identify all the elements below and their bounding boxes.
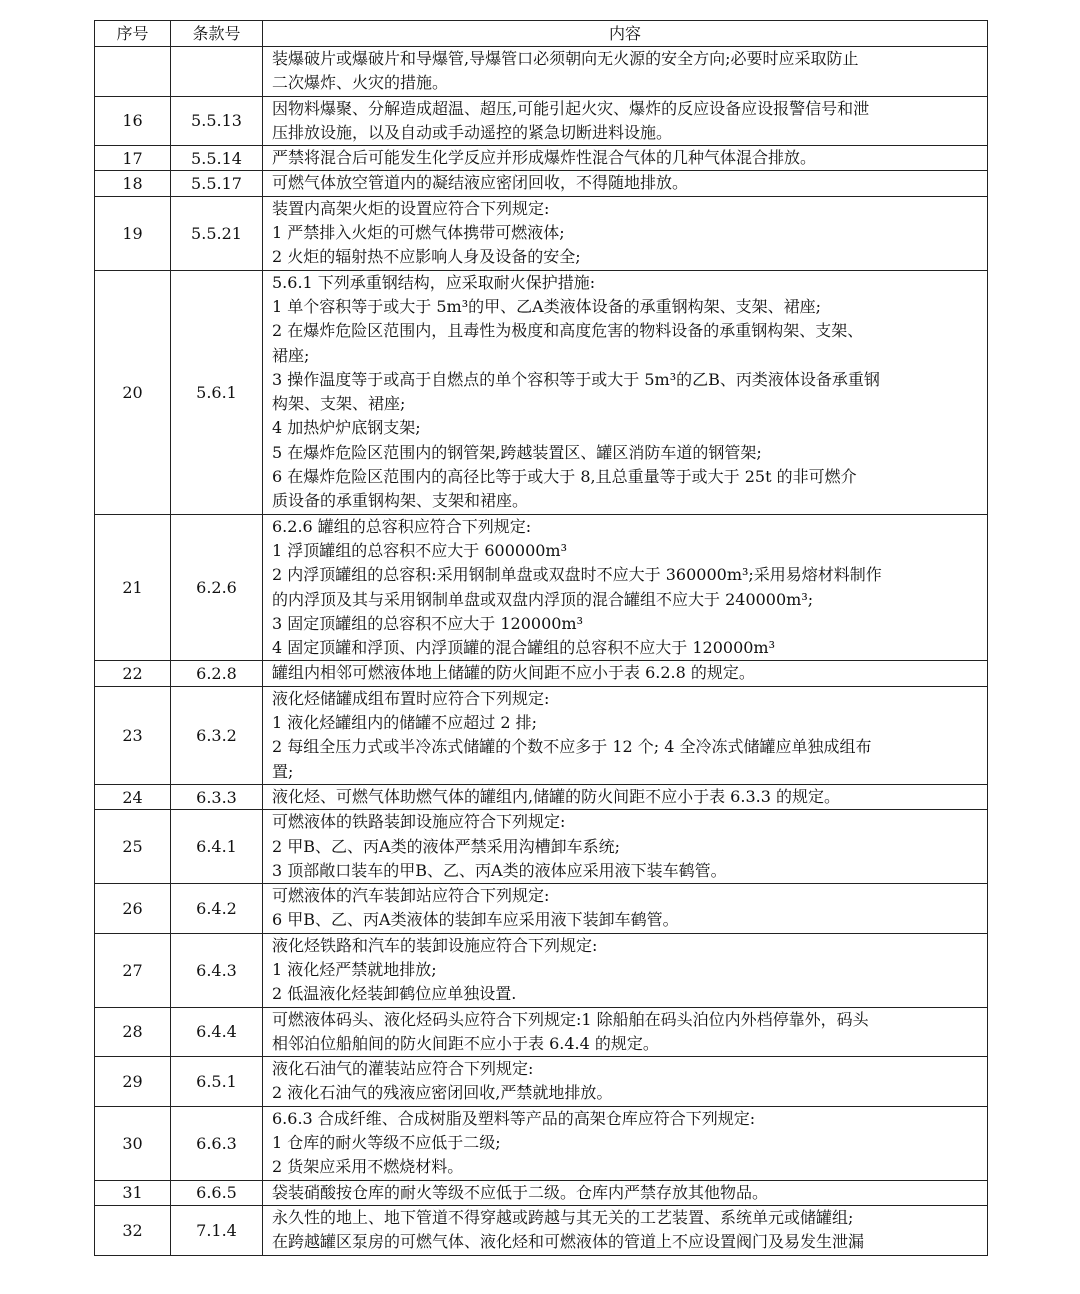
content-line: 2 低温液化烃装卸鹤位应单独设置. xyxy=(272,984,517,1004)
content-line: 二次爆炸、火灾的措施。 xyxy=(272,73,449,93)
table-body xyxy=(95,47,988,1256)
content-cell xyxy=(263,96,988,146)
header-serial-number: 序号 xyxy=(95,21,171,47)
content-line: 可燃液体码头、液化烃码头应符合下列规定:1 除船舶在码头泊位内外档停靠外，码头 xyxy=(272,1009,869,1029)
table-row xyxy=(95,96,988,146)
clause-number-cell: 6.3.2 xyxy=(171,686,263,784)
table-row xyxy=(95,1205,988,1255)
content-line: 装爆破片或爆破片和导爆管,导爆管口必须朝向无火源的安全方向;必要时应采取防止 xyxy=(272,49,859,68)
clause-number-cell: 6.5.1 xyxy=(171,1057,263,1107)
serial-number-cell: 23 xyxy=(95,686,171,784)
table-row xyxy=(95,1057,988,1107)
table-row xyxy=(95,784,988,809)
content-line: 可燃液体的汽车装卸站应符合下列规定: xyxy=(272,886,550,906)
table-row xyxy=(95,686,988,784)
content-line: 3 顶部敞口装车的甲B、乙、丙A类的液体应采用液下装车鹤管。 xyxy=(272,860,727,880)
serial-number-cell: 20 xyxy=(95,270,171,514)
serial-number-cell: 21 xyxy=(95,514,171,661)
table-row xyxy=(95,146,988,171)
content-line: 压排放设施，以及自动或手动遥控的紧急切断进料设施。 xyxy=(272,122,673,142)
clause-number-cell: 6.3.3 xyxy=(171,784,263,809)
header-clause-number: 条款号 xyxy=(171,21,263,47)
regulation-table xyxy=(94,20,988,1256)
content-cell xyxy=(263,784,988,809)
content-line: 3 固定顶罐组的总容积不应大于 120000m³ xyxy=(272,613,584,633)
clause-number-cell: 5.5.17 xyxy=(171,171,263,196)
content-line: 构架、支架、裙座; xyxy=(272,394,406,414)
table-row xyxy=(95,270,988,514)
content-line: 袋装硝酸按仓库的耐火等级不应低于二级。仓库内严禁存放其他物品。 xyxy=(272,1182,769,1202)
content-cell xyxy=(263,270,988,514)
content-line: 4 加热炉炉底钢支架; xyxy=(272,418,421,438)
serial-number-cell: 24 xyxy=(95,784,171,809)
content-cell xyxy=(263,1180,988,1205)
clause-number-cell: 6.4.3 xyxy=(171,933,263,1007)
serial-number-cell: 19 xyxy=(95,196,171,270)
clause-number-cell: 6.6.5 xyxy=(171,1180,263,1205)
content-cell xyxy=(263,810,988,884)
serial-number-cell: 18 xyxy=(95,171,171,196)
content-cell xyxy=(263,1106,988,1180)
serial-number-cell: 31 xyxy=(95,1180,171,1205)
table-row xyxy=(95,933,988,1007)
clause-number-cell: 5.5.13 xyxy=(171,96,263,146)
content-cell xyxy=(263,514,988,661)
clause-number-cell: 5.5.21 xyxy=(171,196,263,270)
serial-number-cell: 22 xyxy=(95,661,171,686)
clause-number-cell xyxy=(171,47,263,97)
content-line: 4 固定顶罐和浮顶、内浮顶罐的混合罐组的总容积不应大于 120000m³ xyxy=(272,638,776,658)
table-row xyxy=(95,661,988,686)
table-row xyxy=(95,171,988,196)
content-line: 2 在爆炸危险区范围内，且毒性为极度和高度危害的物料设备的承重钢构架、支架、 xyxy=(272,321,864,341)
content-line: 置; xyxy=(272,761,294,781)
content-line: 质设备的承重钢构架、支架和裙座。 xyxy=(272,491,529,511)
content-line: 5 在爆炸危险区范围内的钢管架,跨越装置区、罐区消防车道的钢管架; xyxy=(272,442,762,462)
clause-number-cell: 6.2.6 xyxy=(171,514,263,661)
content-cell xyxy=(263,171,988,196)
table-row xyxy=(95,1007,988,1057)
content-line: 液化烃铁路和汽车的装卸设施应符合下列规定: xyxy=(272,935,598,955)
content-cell xyxy=(263,1007,988,1057)
clause-number-cell: 7.1.4 xyxy=(171,1205,263,1255)
clause-number-cell: 6.4.2 xyxy=(171,884,263,934)
serial-number-cell: 26 xyxy=(95,884,171,934)
content-line: 2 每组全压力式或半冷冻式储罐的个数不应多于 12 个; 4 全冷冻式储罐应单独成组布 xyxy=(272,737,872,757)
content-line: 罐组内相邻可燃液体地上储罐的防火间距不应小于表 6.2.8 的规定。 xyxy=(272,663,755,683)
serial-number-cell: 28 xyxy=(95,1007,171,1057)
content-line: 装置内高架火炬的设置应符合下列规定: xyxy=(272,198,550,218)
table-row xyxy=(95,1106,988,1180)
table-row xyxy=(95,514,988,661)
content-line: 6.2.6 罐组的总容积应符合下列规定: xyxy=(272,516,532,536)
content-line: 可燃液体的铁路装卸设施应符合下列规定: xyxy=(272,812,566,832)
content-line: 液化烃储罐成组布置时应符合下列规定: xyxy=(272,688,550,708)
content-cell xyxy=(263,933,988,1007)
content-cell xyxy=(263,1205,988,1255)
content-line: 5.6.1 下列承重钢结构，应采取耐火保护措施: xyxy=(272,272,596,292)
clause-number-cell: 6.6.3 xyxy=(171,1106,263,1180)
serial-number-cell: 16 xyxy=(95,96,171,146)
table-row xyxy=(95,810,988,884)
serial-number-cell xyxy=(95,47,171,97)
content-line: 2 货架应采用不燃烧材料。 xyxy=(272,1157,464,1177)
clause-number-cell: 5.5.14 xyxy=(171,146,263,171)
clause-number-cell: 6.4.1 xyxy=(171,810,263,884)
content-line: 2 液化石油气的残液应密闭回收,严禁就地排放。 xyxy=(272,1083,613,1103)
table-row xyxy=(95,884,988,934)
content-cell xyxy=(263,196,988,270)
clause-number-cell: 5.6.1 xyxy=(171,270,263,514)
content-line: 6.6.3 合成纤维、合成树脂及塑料等产品的高架仓库应符合下列规定: xyxy=(272,1108,756,1128)
serial-number-cell: 30 xyxy=(95,1106,171,1180)
serial-number-cell: 27 xyxy=(95,933,171,1007)
content-line: 裙座; xyxy=(272,345,310,365)
table-row xyxy=(95,1180,988,1205)
content-line: 因物料爆聚、分解造成超温、超压,可能引起火灾、爆炸的反应设备应设报警信号和泄 xyxy=(272,98,870,118)
content-cell xyxy=(263,661,988,686)
content-line: 1 浮顶罐组的总容积不应大于 600000m³ xyxy=(272,540,568,560)
content-cell xyxy=(263,146,988,171)
content-line: 6 甲B、乙、丙A类液体的装卸车应采用液下装卸车鹤管。 xyxy=(272,910,679,930)
table-row xyxy=(95,196,988,270)
content-cell xyxy=(263,47,988,97)
table-header-row xyxy=(95,21,988,47)
content-line: 永久性的地上、地下管道不得穿越或跨越与其无关的工艺装置、系统单元或储罐组; xyxy=(272,1207,854,1227)
content-cell xyxy=(263,686,988,784)
serial-number-cell: 29 xyxy=(95,1057,171,1107)
content-line: 1 单个容积等于或大于 5m³的甲、乙A类液体设备的承重钢构架、支架、裙座; xyxy=(272,296,822,316)
content-line: 6 在爆炸危险区范围内的高径比等于或大于 8,且总重量等于或大于 25t 的非可燃介 xyxy=(272,467,857,487)
content-line: 1 仓库的耐火等级不应低于二级; xyxy=(272,1133,501,1153)
clause-number-cell: 6.4.4 xyxy=(171,1007,263,1057)
content-line: 在跨越罐区泵房的可燃气体、液化烃和可燃液体的管道上不应设置阀门及易发生泄漏 xyxy=(272,1232,865,1252)
content-line: 液化石油气的灌装站应符合下列规定: xyxy=(272,1059,534,1079)
content-line: 2 火炬的辐射热不应影响人身及设备的安全; xyxy=(272,247,581,267)
serial-number-cell: 17 xyxy=(95,146,171,171)
content-cell xyxy=(263,1057,988,1107)
content-line: 液化烃、可燃气体助燃气体的罐组内,储罐的防火间距不应小于表 6.3.3 的规定。 xyxy=(272,786,840,806)
content-line: 相邻泊位船舶间的防火间距不应小于表 6.4.4 的规定。 xyxy=(272,1033,659,1053)
content-line: 严禁将混合后可能发生化学反应并形成爆炸性混合气体的几种气体混合排放。 xyxy=(272,148,817,168)
content-cell xyxy=(263,884,988,934)
content-line: 的内浮顶及其与采用钢制单盘或双盘内浮顶的混合罐组不应大于 240000m³; xyxy=(272,589,814,609)
content-line: 3 操作温度等于或高于自燃点的单个容积等于或大于 5m³的乙B、丙类液体设备承重钢 xyxy=(272,369,880,389)
content-line: 1 液化烃罐组内的储罐不应超过 2 排; xyxy=(272,713,538,733)
clause-number-cell: 6.2.8 xyxy=(171,661,263,686)
content-line: 1 液化烃严禁就地排放; xyxy=(272,959,437,979)
content-line: 1 严禁排入火炬的可燃气体携带可燃液体; xyxy=(272,223,565,243)
serial-number-cell: 32 xyxy=(95,1205,171,1255)
table-row xyxy=(95,47,988,97)
header-content: 内容 xyxy=(263,21,988,47)
content-line: 2 内浮顶罐组的总容积:采用钢制单盘或双盘时不应大于 360000m³;采用易熔材料制作 xyxy=(272,565,882,585)
content-line: 2 甲B、乙、丙A类的液体严禁采用沟槽卸车系统; xyxy=(272,836,620,856)
content-line: 可燃气体放空管道内的凝结液应密闭回收，不得随地排放。 xyxy=(272,173,689,193)
serial-number-cell: 25 xyxy=(95,810,171,884)
